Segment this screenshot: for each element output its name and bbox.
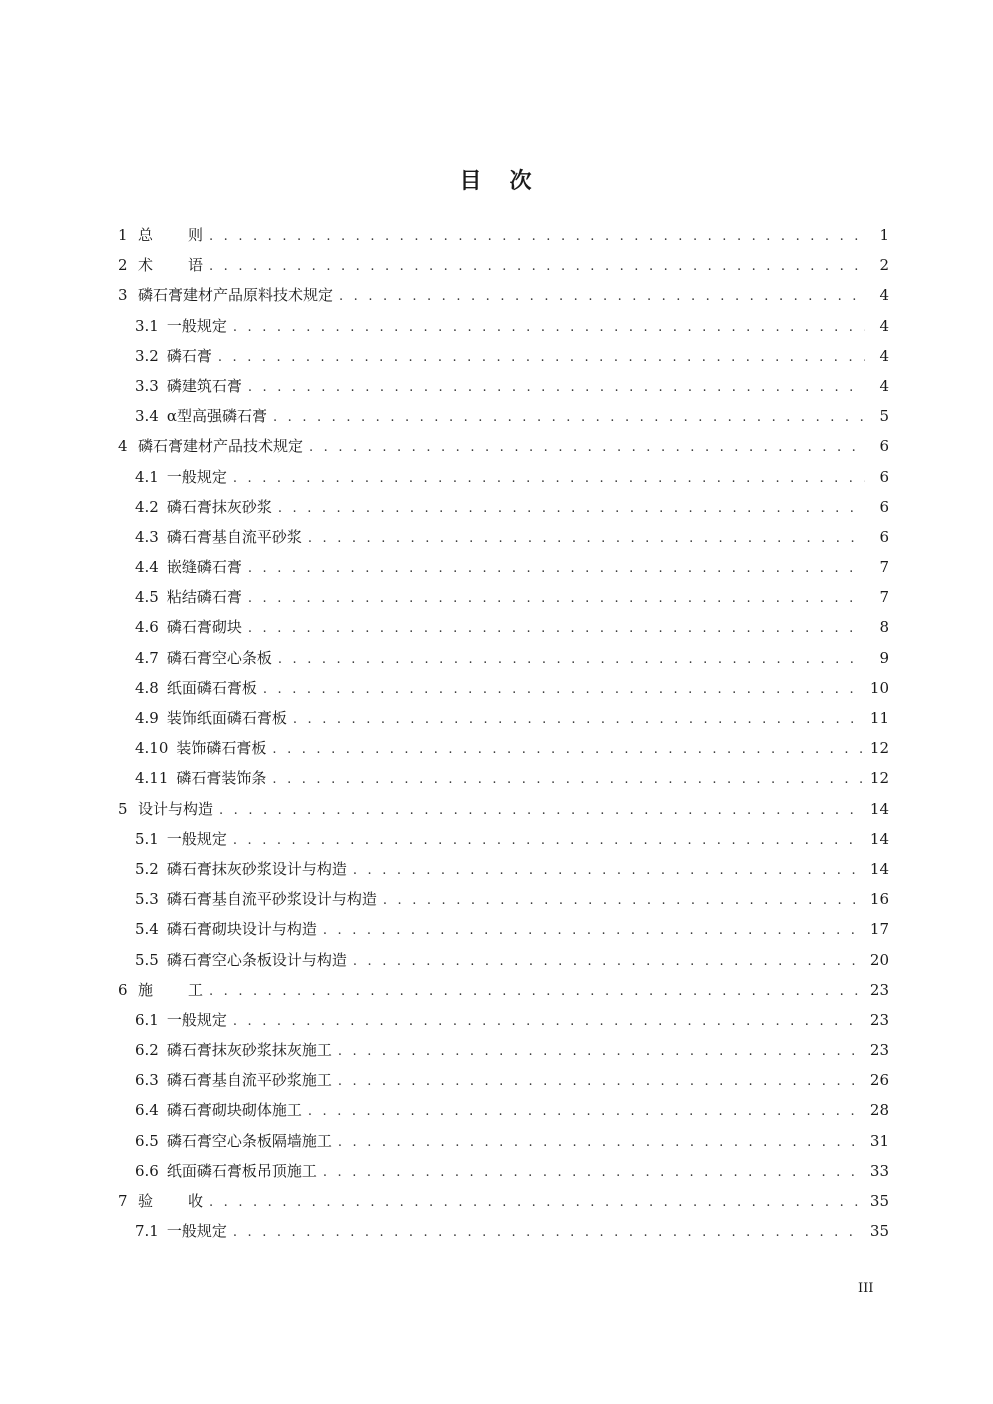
toc-entry-number: 4.2 bbox=[135, 497, 159, 516]
toc-entry-page: 14 bbox=[869, 859, 889, 878]
toc-dot-leader bbox=[272, 735, 863, 763]
toc-entry[interactable] bbox=[118, 1095, 889, 1125]
toc-entry-number: 4.4 bbox=[135, 558, 159, 577]
toc-entry-title: 磷石膏抹灰砂浆设计与构造 bbox=[166, 859, 347, 878]
toc-entry-page: 8 bbox=[879, 618, 889, 637]
toc-entry-number: 6.4 bbox=[135, 1101, 159, 1120]
toc-entry[interactable] bbox=[118, 492, 889, 522]
toc-entry[interactable] bbox=[118, 1065, 889, 1095]
toc-entry-number: 1 bbox=[118, 226, 128, 244]
toc-entry[interactable] bbox=[118, 975, 889, 1005]
toc-entry[interactable] bbox=[118, 401, 889, 431]
toc-dot-leader bbox=[209, 977, 864, 1005]
toc-entry-title: 磷石膏基自流平砂浆设计与构造 bbox=[166, 890, 377, 909]
toc-entry-title: 纸面磷石膏板 bbox=[166, 678, 257, 697]
toc-entry-title: 磷石膏空心条板隔墙施工 bbox=[166, 1131, 332, 1150]
toc-entry-number: 6.1 bbox=[135, 1010, 159, 1029]
toc-entry-page: 23 bbox=[869, 1010, 889, 1029]
toc-entry-number: 3.4 bbox=[135, 407, 159, 426]
toc-entry-title: 磷石膏砌块 bbox=[166, 618, 242, 637]
toc-dot-leader bbox=[338, 1067, 864, 1095]
toc-entry-number: 6.2 bbox=[135, 1041, 159, 1060]
toc-entry-page: 26 bbox=[869, 1071, 889, 1090]
toc-entry-title: 磷石膏 bbox=[166, 346, 212, 365]
toc-entry-title: 装饰磷石膏板 bbox=[176, 739, 267, 758]
toc-entry-number: 4.9 bbox=[135, 709, 159, 727]
toc-dot-leader bbox=[353, 947, 864, 975]
toc-entry-number: 3.2 bbox=[135, 346, 159, 365]
toc-dot-leader bbox=[248, 584, 865, 612]
toc-entry[interactable] bbox=[118, 703, 889, 733]
toc-entry-page: 23 bbox=[869, 1041, 889, 1060]
toc-dot-leader bbox=[309, 433, 865, 461]
toc-entry-title: 磷石膏基自流平砂浆施工 bbox=[166, 1071, 332, 1090]
page-title-char-2: 次 bbox=[509, 169, 534, 194]
toc-entry[interactable] bbox=[118, 1005, 889, 1035]
toc-entry[interactable] bbox=[118, 884, 889, 914]
toc-entry[interactable] bbox=[118, 794, 889, 824]
toc-entry-page: 23 bbox=[869, 980, 889, 999]
toc-entry-title: 粘结磷石膏 bbox=[166, 588, 242, 607]
toc-entry[interactable] bbox=[118, 824, 889, 854]
toc-dot-leader bbox=[308, 524, 865, 552]
toc-entry-page: 12 bbox=[869, 769, 889, 788]
toc-entry-title: 总则 bbox=[138, 226, 239, 244]
toc-entry-number: 7 bbox=[118, 1192, 128, 1210]
toc-entry-number: 3.1 bbox=[135, 316, 159, 335]
toc-entry-title: 磷建筑石膏 bbox=[166, 376, 242, 395]
toc-entry-title: 磷石膏建材产品原料技术规定 bbox=[138, 286, 334, 305]
toc-entry-page: 11 bbox=[869, 709, 889, 727]
toc-entry-title: 一般规定 bbox=[166, 1010, 227, 1029]
toc-entry-page: 1 bbox=[879, 226, 889, 244]
toc-entry[interactable] bbox=[118, 462, 889, 492]
toc-entry-number: 5.5 bbox=[135, 950, 159, 969]
toc-entry-page: 17 bbox=[869, 920, 889, 939]
toc-entry-number: 2 bbox=[118, 256, 128, 275]
toc-entry-title: 磷石膏抹灰砂浆抹灰施工 bbox=[166, 1041, 332, 1060]
toc-entry-number: 6.6 bbox=[135, 1161, 159, 1180]
toc-dot-leader bbox=[248, 554, 865, 582]
toc-dot-leader bbox=[323, 1158, 864, 1186]
toc-entry-page: 28 bbox=[869, 1101, 889, 1120]
toc-entry-number: 4.5 bbox=[135, 588, 159, 607]
toc-entry-number: 4.1 bbox=[135, 467, 159, 486]
toc-entry-title: 纸面磷石膏板吊顶施工 bbox=[166, 1161, 317, 1180]
toc-entry-page: 4 bbox=[879, 316, 889, 335]
toc-entry-page: 4 bbox=[879, 346, 889, 365]
toc-dot-leader bbox=[233, 464, 865, 492]
toc-entry[interactable] bbox=[118, 311, 889, 341]
toc-entry[interactable] bbox=[118, 914, 889, 944]
toc-entry[interactable] bbox=[118, 1035, 889, 1065]
toc-entry-page: 31 bbox=[869, 1131, 889, 1150]
toc-dot-leader bbox=[273, 403, 865, 431]
toc-entry-page: 2 bbox=[879, 256, 889, 275]
toc-entry[interactable] bbox=[118, 1186, 889, 1216]
toc-entry[interactable] bbox=[118, 1156, 889, 1186]
toc-entry-page: 12 bbox=[869, 739, 889, 758]
toc-entry-page: 7 bbox=[879, 588, 889, 607]
toc-entry-number: 5.1 bbox=[135, 829, 159, 848]
toc-entry-title: 嵌缝磷石膏 bbox=[166, 558, 242, 577]
toc-entry-title: 装饰纸面磷石膏板 bbox=[166, 709, 287, 727]
toc-entry-number: 4.7 bbox=[135, 648, 159, 667]
toc-dot-leader bbox=[278, 494, 865, 522]
toc-entry-page: 7 bbox=[879, 558, 889, 577]
toc-entry-page: 35 bbox=[869, 1222, 889, 1241]
toc-entry-page: 14 bbox=[869, 799, 889, 818]
toc-entry-number: 4.10 bbox=[135, 739, 169, 758]
toc-entry[interactable] bbox=[118, 250, 889, 280]
toc-dot-leader bbox=[338, 1037, 864, 1065]
toc-entry[interactable] bbox=[118, 341, 889, 371]
toc-entry-page: 10 bbox=[869, 678, 889, 697]
toc-entry-title: 一般规定 bbox=[166, 829, 227, 848]
toc-dot-leader bbox=[233, 1007, 864, 1035]
toc-entry[interactable] bbox=[118, 673, 889, 703]
toc-entry-page: 6 bbox=[879, 527, 889, 546]
toc-entry[interactable] bbox=[118, 220, 889, 250]
table-of-contents bbox=[118, 220, 889, 1246]
toc-dot-leader bbox=[209, 1188, 864, 1216]
toc-entry-title: 一般规定 bbox=[166, 1222, 227, 1241]
toc-entry-number: 5.4 bbox=[135, 920, 159, 939]
toc-entry-title: 磷石膏装饰条 bbox=[176, 769, 267, 788]
toc-entry-number: 4 bbox=[118, 437, 128, 456]
toc-entry[interactable] bbox=[118, 945, 889, 975]
toc-entry-page: 20 bbox=[869, 950, 889, 969]
toc-entry[interactable] bbox=[118, 552, 889, 582]
toc-dot-leader bbox=[233, 1218, 864, 1246]
toc-entry-page: 6 bbox=[879, 437, 889, 456]
toc-entry-title: 磷石膏砌块设计与构造 bbox=[166, 920, 317, 939]
toc-dot-leader bbox=[278, 645, 865, 673]
toc-entry[interactable] bbox=[118, 763, 889, 793]
toc-dot-leader bbox=[339, 282, 865, 310]
toc-entry[interactable] bbox=[118, 582, 889, 612]
toc-dot-leader bbox=[248, 614, 865, 642]
toc-dot-leader bbox=[293, 705, 864, 733]
toc-entry[interactable] bbox=[118, 1216, 889, 1246]
toc-entry-page: 5 bbox=[879, 407, 889, 426]
toc-dot-leader bbox=[248, 373, 865, 401]
toc-entry-page: 6 bbox=[879, 497, 889, 516]
toc-entry-title: 磷石膏空心条板 bbox=[166, 648, 272, 667]
toc-dot-leader bbox=[263, 675, 864, 703]
toc-entry-title: 一般规定 bbox=[166, 467, 227, 486]
toc-entry-title: 验收 bbox=[138, 1192, 239, 1210]
toc-entry-number: 6 bbox=[118, 980, 128, 999]
toc-entry[interactable] bbox=[118, 643, 889, 673]
toc-dot-leader bbox=[209, 222, 865, 250]
page-title-char-1: 目 bbox=[459, 169, 484, 194]
toc-entry-page: 33 bbox=[869, 1161, 889, 1180]
toc-entry-title: 磷石膏砌块砌体施工 bbox=[166, 1101, 302, 1120]
toc-entry-page: 9 bbox=[879, 648, 889, 667]
toc-dot-leader bbox=[338, 1128, 864, 1156]
toc-entry-title: 一般规定 bbox=[166, 316, 227, 335]
toc-entry-number: 6.5 bbox=[135, 1131, 159, 1150]
toc-entry-title: 施工 bbox=[138, 980, 239, 999]
toc-entry-number: 6.3 bbox=[135, 1071, 159, 1090]
toc-dot-leader bbox=[353, 856, 864, 884]
toc-entry-title: 磷石膏抹灰砂浆 bbox=[166, 497, 272, 516]
toc-entry[interactable] bbox=[118, 733, 889, 763]
toc-entry[interactable] bbox=[118, 431, 889, 461]
toc-entry[interactable] bbox=[118, 1126, 889, 1156]
toc-entry-number: 4.11 bbox=[135, 769, 169, 788]
toc-dot-leader bbox=[233, 313, 865, 341]
toc-entry[interactable] bbox=[118, 280, 889, 310]
toc-entry-number: 4.6 bbox=[135, 618, 159, 637]
toc-entry-title: 磷石膏空心条板设计与构造 bbox=[166, 950, 347, 969]
toc-entry-number: 5.3 bbox=[135, 890, 159, 909]
toc-entry-page: 16 bbox=[869, 890, 889, 909]
toc-dot-leader bbox=[233, 826, 864, 854]
toc-entry-page: 4 bbox=[879, 376, 889, 395]
toc-entry-page: 4 bbox=[879, 286, 889, 305]
toc-entry-number: 4.3 bbox=[135, 527, 159, 546]
toc-entry-number: 7.1 bbox=[135, 1222, 159, 1241]
toc-entry[interactable] bbox=[118, 612, 889, 642]
page-number: III bbox=[858, 1281, 874, 1296]
toc-dot-leader bbox=[218, 343, 865, 371]
toc-dot-leader bbox=[308, 1097, 864, 1125]
toc-entry-title: 术语 bbox=[138, 256, 239, 275]
toc-entry-title: α型高强磷石膏 bbox=[166, 407, 267, 426]
toc-dot-leader bbox=[383, 886, 864, 914]
toc-entry[interactable] bbox=[118, 854, 889, 884]
toc-entry-number: 3 bbox=[118, 286, 128, 305]
toc-entry-page: 35 bbox=[869, 1192, 889, 1210]
toc-entry-number: 3.3 bbox=[135, 376, 159, 395]
page-title bbox=[0, 166, 993, 198]
toc-dot-leader bbox=[219, 796, 864, 824]
toc-entry-title: 磷石膏建材产品技术规定 bbox=[138, 437, 304, 456]
toc-dot-leader bbox=[209, 252, 865, 280]
toc-entry-page: 6 bbox=[879, 467, 889, 486]
toc-entry[interactable] bbox=[118, 371, 889, 401]
toc-entry-number: 5 bbox=[118, 799, 128, 818]
toc-dot-leader bbox=[272, 765, 863, 793]
toc-entry-title: 设计与构造 bbox=[138, 799, 214, 818]
toc-entry-title: 磷石膏基自流平砂浆 bbox=[166, 527, 302, 546]
toc-entry[interactable] bbox=[118, 522, 889, 552]
toc-dot-leader bbox=[323, 916, 864, 944]
toc-entry-page: 14 bbox=[869, 829, 889, 848]
toc-entry-number: 4.8 bbox=[135, 678, 159, 697]
toc-entry-number: 5.2 bbox=[135, 859, 159, 878]
